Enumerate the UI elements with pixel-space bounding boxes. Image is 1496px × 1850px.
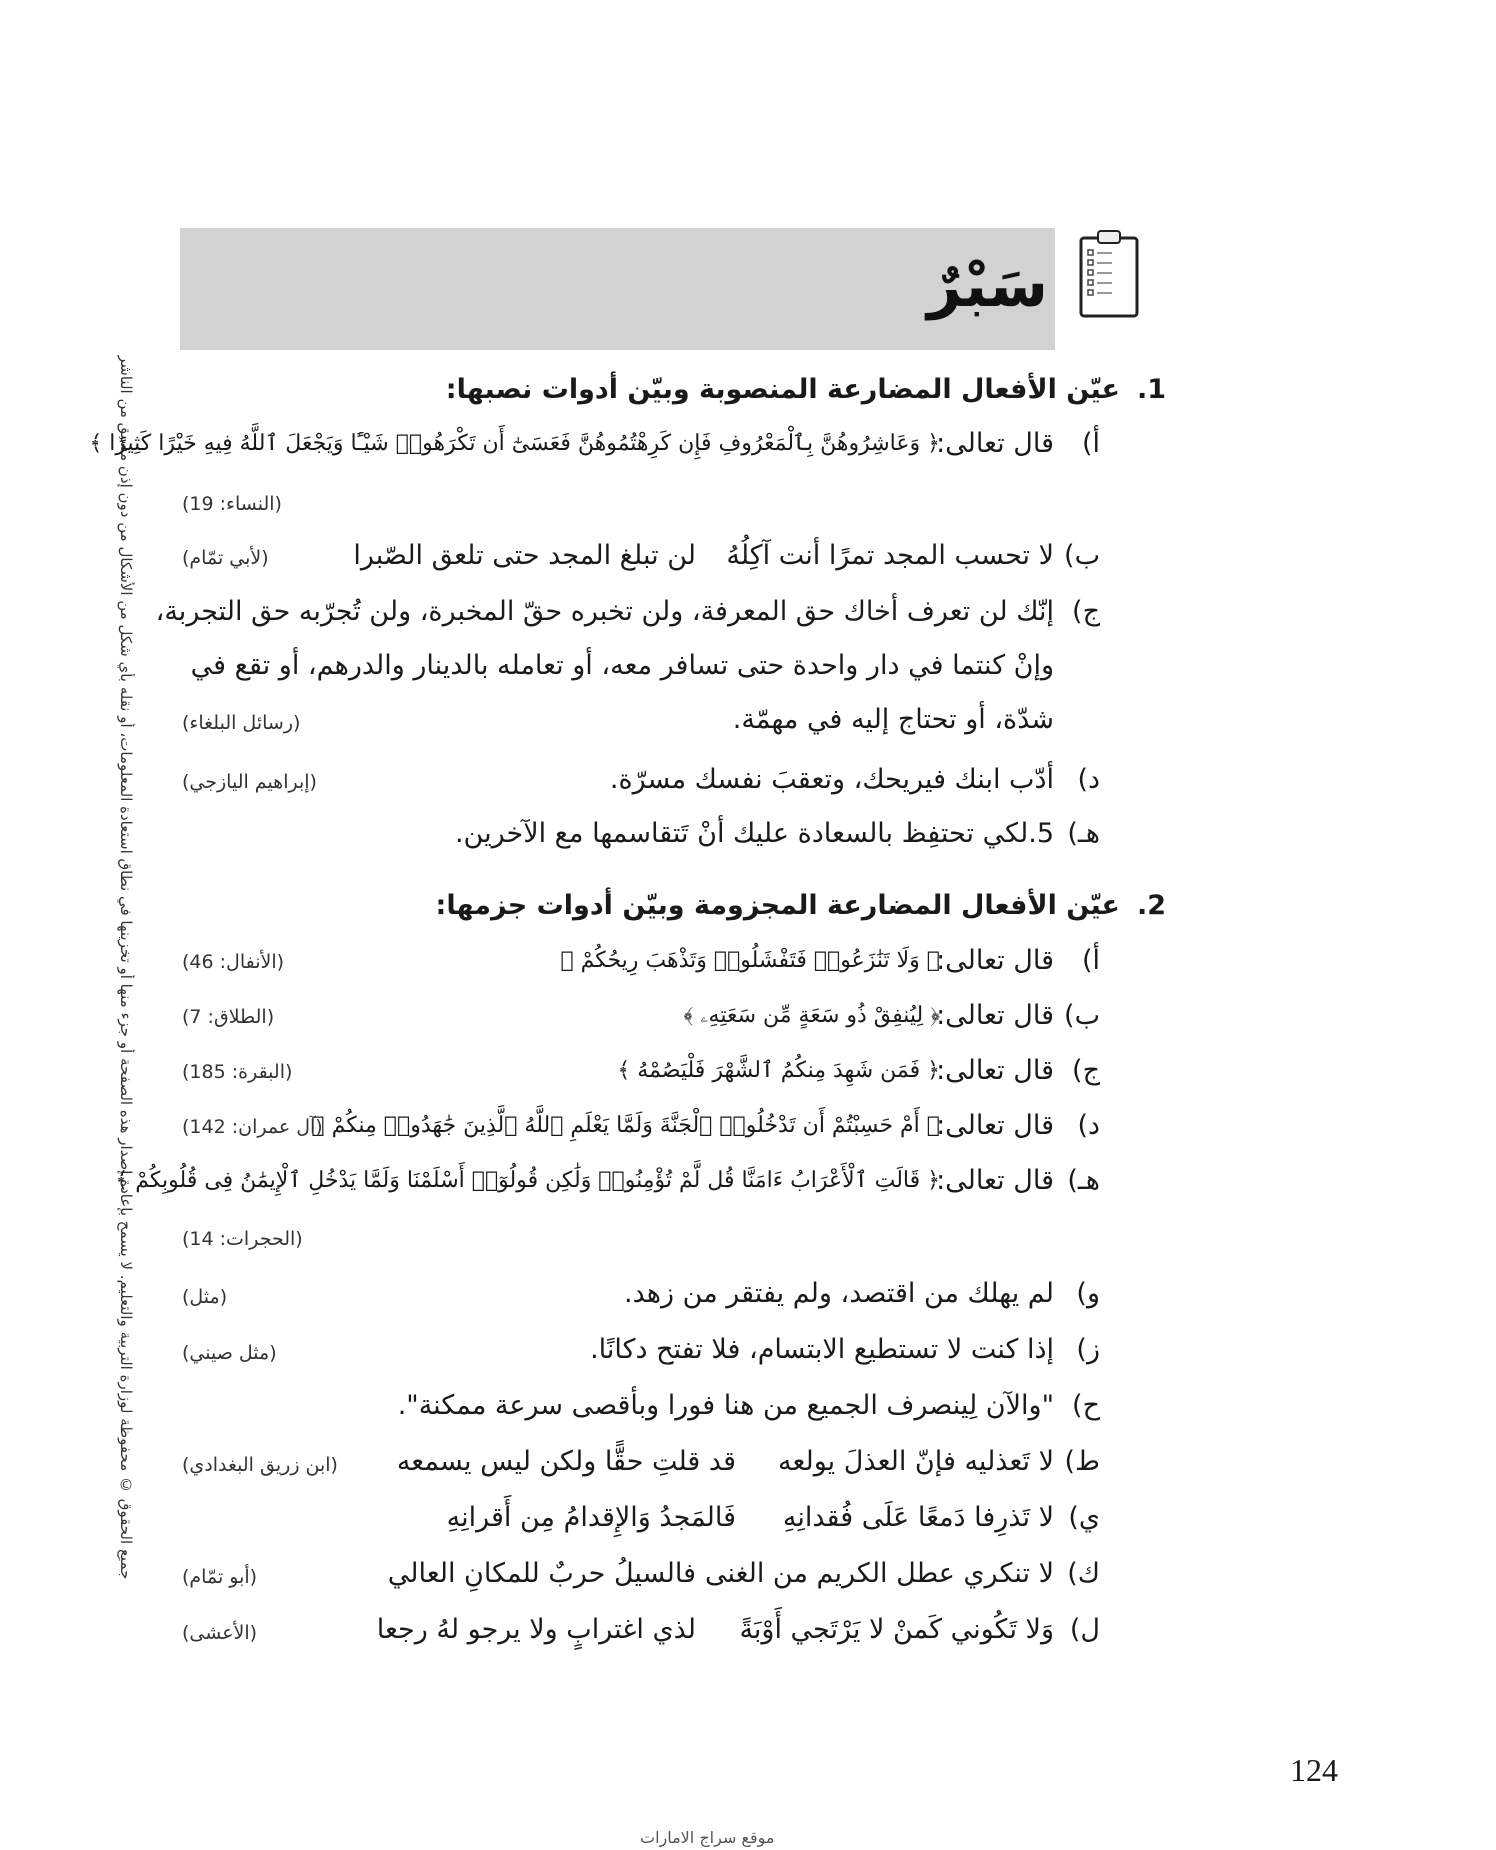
title-bar: [180, 228, 1055, 350]
q2-verse-half: لا تَعذليه فإنّ العذلَ يولعه: [778, 1446, 1054, 1477]
q2-quran-verse: ﴿ قَالَتِ ٱلْأَعْرَابُ ءَامَنَّا قُل لَّمْ تُؤْمِنُوا۟ وَلَٰكِن قُولُوٓا۟ أَسْلَمْنَا وَلَمَّا يَدْخُلِ ٱلْإِيمَٰنُ فِى قُلُوبِكُمْ ﴾: [115, 1168, 940, 1193]
q1-heading: عيّن الأفعال المضارعة المنصوبة وبيّن أدوات نصبها:: [445, 374, 1120, 405]
q2-item-intro: قال تعالى:: [936, 1055, 1054, 1086]
q2-text-line: لم يهلك من اقتصد، ولم يفتقر من زهد.: [624, 1278, 1054, 1309]
q1-verse-half: لن تبلغ المجد حتى تلعق الصّبرا: [353, 540, 696, 571]
q2-item-letter: أ): [1081, 945, 1100, 976]
q2-source: (أبو تمّام): [182, 1566, 258, 1588]
q2-verse-half: لذي اغترابٍ ولا يرجو لهُ رجعا: [376, 1614, 696, 1645]
q2-verse-half: لا تَذرِفا دَمعًا عَلَى فُقدانِهِ: [782, 1502, 1054, 1533]
q2-item-letter: ل): [1069, 1614, 1100, 1645]
q2-item-letter: و): [1076, 1278, 1100, 1309]
q1-source: (النساء: 19): [182, 493, 282, 515]
q2-source: (آل عمران: 142): [182, 1116, 323, 1138]
q2-verse-half: وَلا تَكُوني كَمنْ لا يَرْتَجي أَوْبَةً: [739, 1614, 1054, 1645]
q1-item-letter: هـ): [1067, 818, 1100, 849]
q1-text-line: وإنْ كنتما في دار واحدة حتى تسافر معه، أو تعامله بالدينار والدرهم، أو تقع في: [190, 650, 1054, 681]
q2-source: (مثل): [182, 1286, 228, 1308]
q2-quran-verse: ﴿ فَمَن شَهِدَ مِنكُمُ ٱلشَّهْرَ فَلْيَصُمْهُ ﴾: [617, 1058, 940, 1083]
q2-item-letter: ز): [1076, 1334, 1100, 1365]
footer-text: موقع سراج الامارات: [640, 1828, 775, 1847]
section-title: سَبْرٌ: [927, 251, 1048, 321]
q2-heading: عيّن الأفعال المضارعة المجزومة وبيّن أدوات جزمها:: [435, 890, 1120, 921]
q1-number: 1.: [1136, 374, 1166, 405]
q2-item-letter: هـ): [1067, 1165, 1100, 1196]
q2-number: 2.: [1136, 890, 1166, 921]
page-number: 124: [1290, 1752, 1338, 1788]
q2-item-letter: ج): [1072, 1055, 1100, 1086]
q1-source: (رسائل البلغاء): [182, 712, 301, 734]
q2-item-intro: قال تعالى:: [936, 1165, 1054, 1196]
q2-item-letter: ح): [1072, 1390, 1100, 1421]
q2-quran-verse: ﴿ وَلَا تَنَٰزَعُوا۟ فَتَفْشَلُوا۟ وَتَذْهَبَ رِيحُكُمْ ﴾: [560, 948, 940, 973]
q2-source: (مثل صيني): [182, 1342, 277, 1364]
q2-source: (الأعشى): [182, 1622, 258, 1644]
copyright-note: جميع الحقوق © محفوظة لوزارة التربية والتعليم. لا يسمح بإعادة إصدار هذه الصفحة أو جزء منها أو تخزينها في نطاق استعادة المعلومات، أو نقله بأي شكل من الأشكال من دون إذن مسبق من الناشر: [117, 355, 135, 1580]
q1-quran-verse: ﴿ وَعَاشِرُوهُنَّ بِٱلْمَعْرُوفِ فَإِن كَرِهْتُمُوهُنَّ فَعَسَىٰٓ أَن تَكْرَهُوا۟ شَيْـًٔا وَيَجْعَلَ ٱللَّهُ فِيهِ خَيْرًا كَثِيرًا ﴾: [89, 431, 940, 456]
q2-verse-half: فَالمَجدُ وَالإِقدامُ مِن أَقرانِهِ: [446, 1502, 736, 1533]
q1-item-letter: د): [1077, 764, 1100, 795]
q1-item-letter: ب): [1064, 540, 1100, 571]
q2-source: (ابن زريق البغدادي): [182, 1454, 338, 1476]
clipboard-icon: [1078, 228, 1140, 320]
q2-item-intro: قال تعالى:: [936, 1000, 1054, 1031]
q1-item-letter: أ): [1081, 428, 1100, 459]
q2-text-line: إذا كنت لا تستطيع الابتسام، فلا تفتح دكانًا.: [590, 1334, 1054, 1365]
q1-verse-half: لا تحسب المجد تمرًا أنت آكِلُهُ: [726, 540, 1054, 571]
q1-text-line: 5.لكي تحتفِظ بالسعادة عليك أنْ تَتقاسمها مع الآخرين.: [454, 818, 1054, 849]
q1-text-line: شدّة، أو تحتاج إليه في مهمّة.: [732, 704, 1054, 735]
q2-verse-half: قد قلتِ حقًّا ولكن ليس يسمعه: [396, 1446, 736, 1477]
q2-item-letter: د): [1077, 1110, 1100, 1141]
q1-text-line: أدّب ابنك فيريحك، وتعقبَ نفسك مسرّة.: [609, 764, 1054, 795]
q1-source: (إبراهيم اليازجي): [182, 771, 317, 793]
q2-item-intro: قال تعالى:: [936, 945, 1054, 976]
q2-verse-half: فالسيلُ حربٌ للمكانِ العالي: [387, 1558, 696, 1589]
q1-text-line: إنّك لن تعرف أخاك حق المعرفة، ولن تخبره حقّ المخبرة، ولن تُجرّبه حق التجربة،: [155, 596, 1054, 627]
q1-item-intro: قال تعالى:: [936, 428, 1054, 459]
q2-quran-verse: ﴿ لِيُنفِقْ ذُو سَعَةٍ مِّن سَعَتِهِۦ ﴾: [683, 1003, 940, 1028]
q2-verse-half: لا تنكري عطل الكريم من الغنى: [704, 1558, 1054, 1589]
q2-item-letter: ط): [1064, 1446, 1100, 1477]
q2-source: (البقرة: 185): [182, 1061, 293, 1083]
q2-text-line: "والآن لِينصرف الجميع من هنا فورا وبأقصى سرعة ممكنة".: [397, 1390, 1054, 1421]
q2-item-letter: ب): [1064, 1000, 1100, 1031]
q2-source: (الحجرات: 14): [182, 1228, 303, 1250]
q1-source: (لأبي تمّام): [182, 547, 269, 569]
q2-item-letter: ك): [1067, 1558, 1100, 1589]
q1-item-letter: ج): [1072, 596, 1100, 627]
q2-item-letter: ي): [1068, 1502, 1100, 1533]
q2-source: (الطلاق: 7): [182, 1006, 275, 1028]
q2-quran-verse: ﴿ أَمْ حَسِبْتُمْ أَن تَدْخُلُوا۟ ٱلْجَنَّةَ وَلَمَّا يَعْلَمِ ٱللَّهُ ٱلَّذِينَ جَٰهَدُوا۟ مِنكُمْ ﴾: [311, 1113, 940, 1138]
q2-source: (الأنفال: 46): [182, 951, 285, 973]
q2-item-intro: قال تعالى:: [936, 1110, 1054, 1141]
